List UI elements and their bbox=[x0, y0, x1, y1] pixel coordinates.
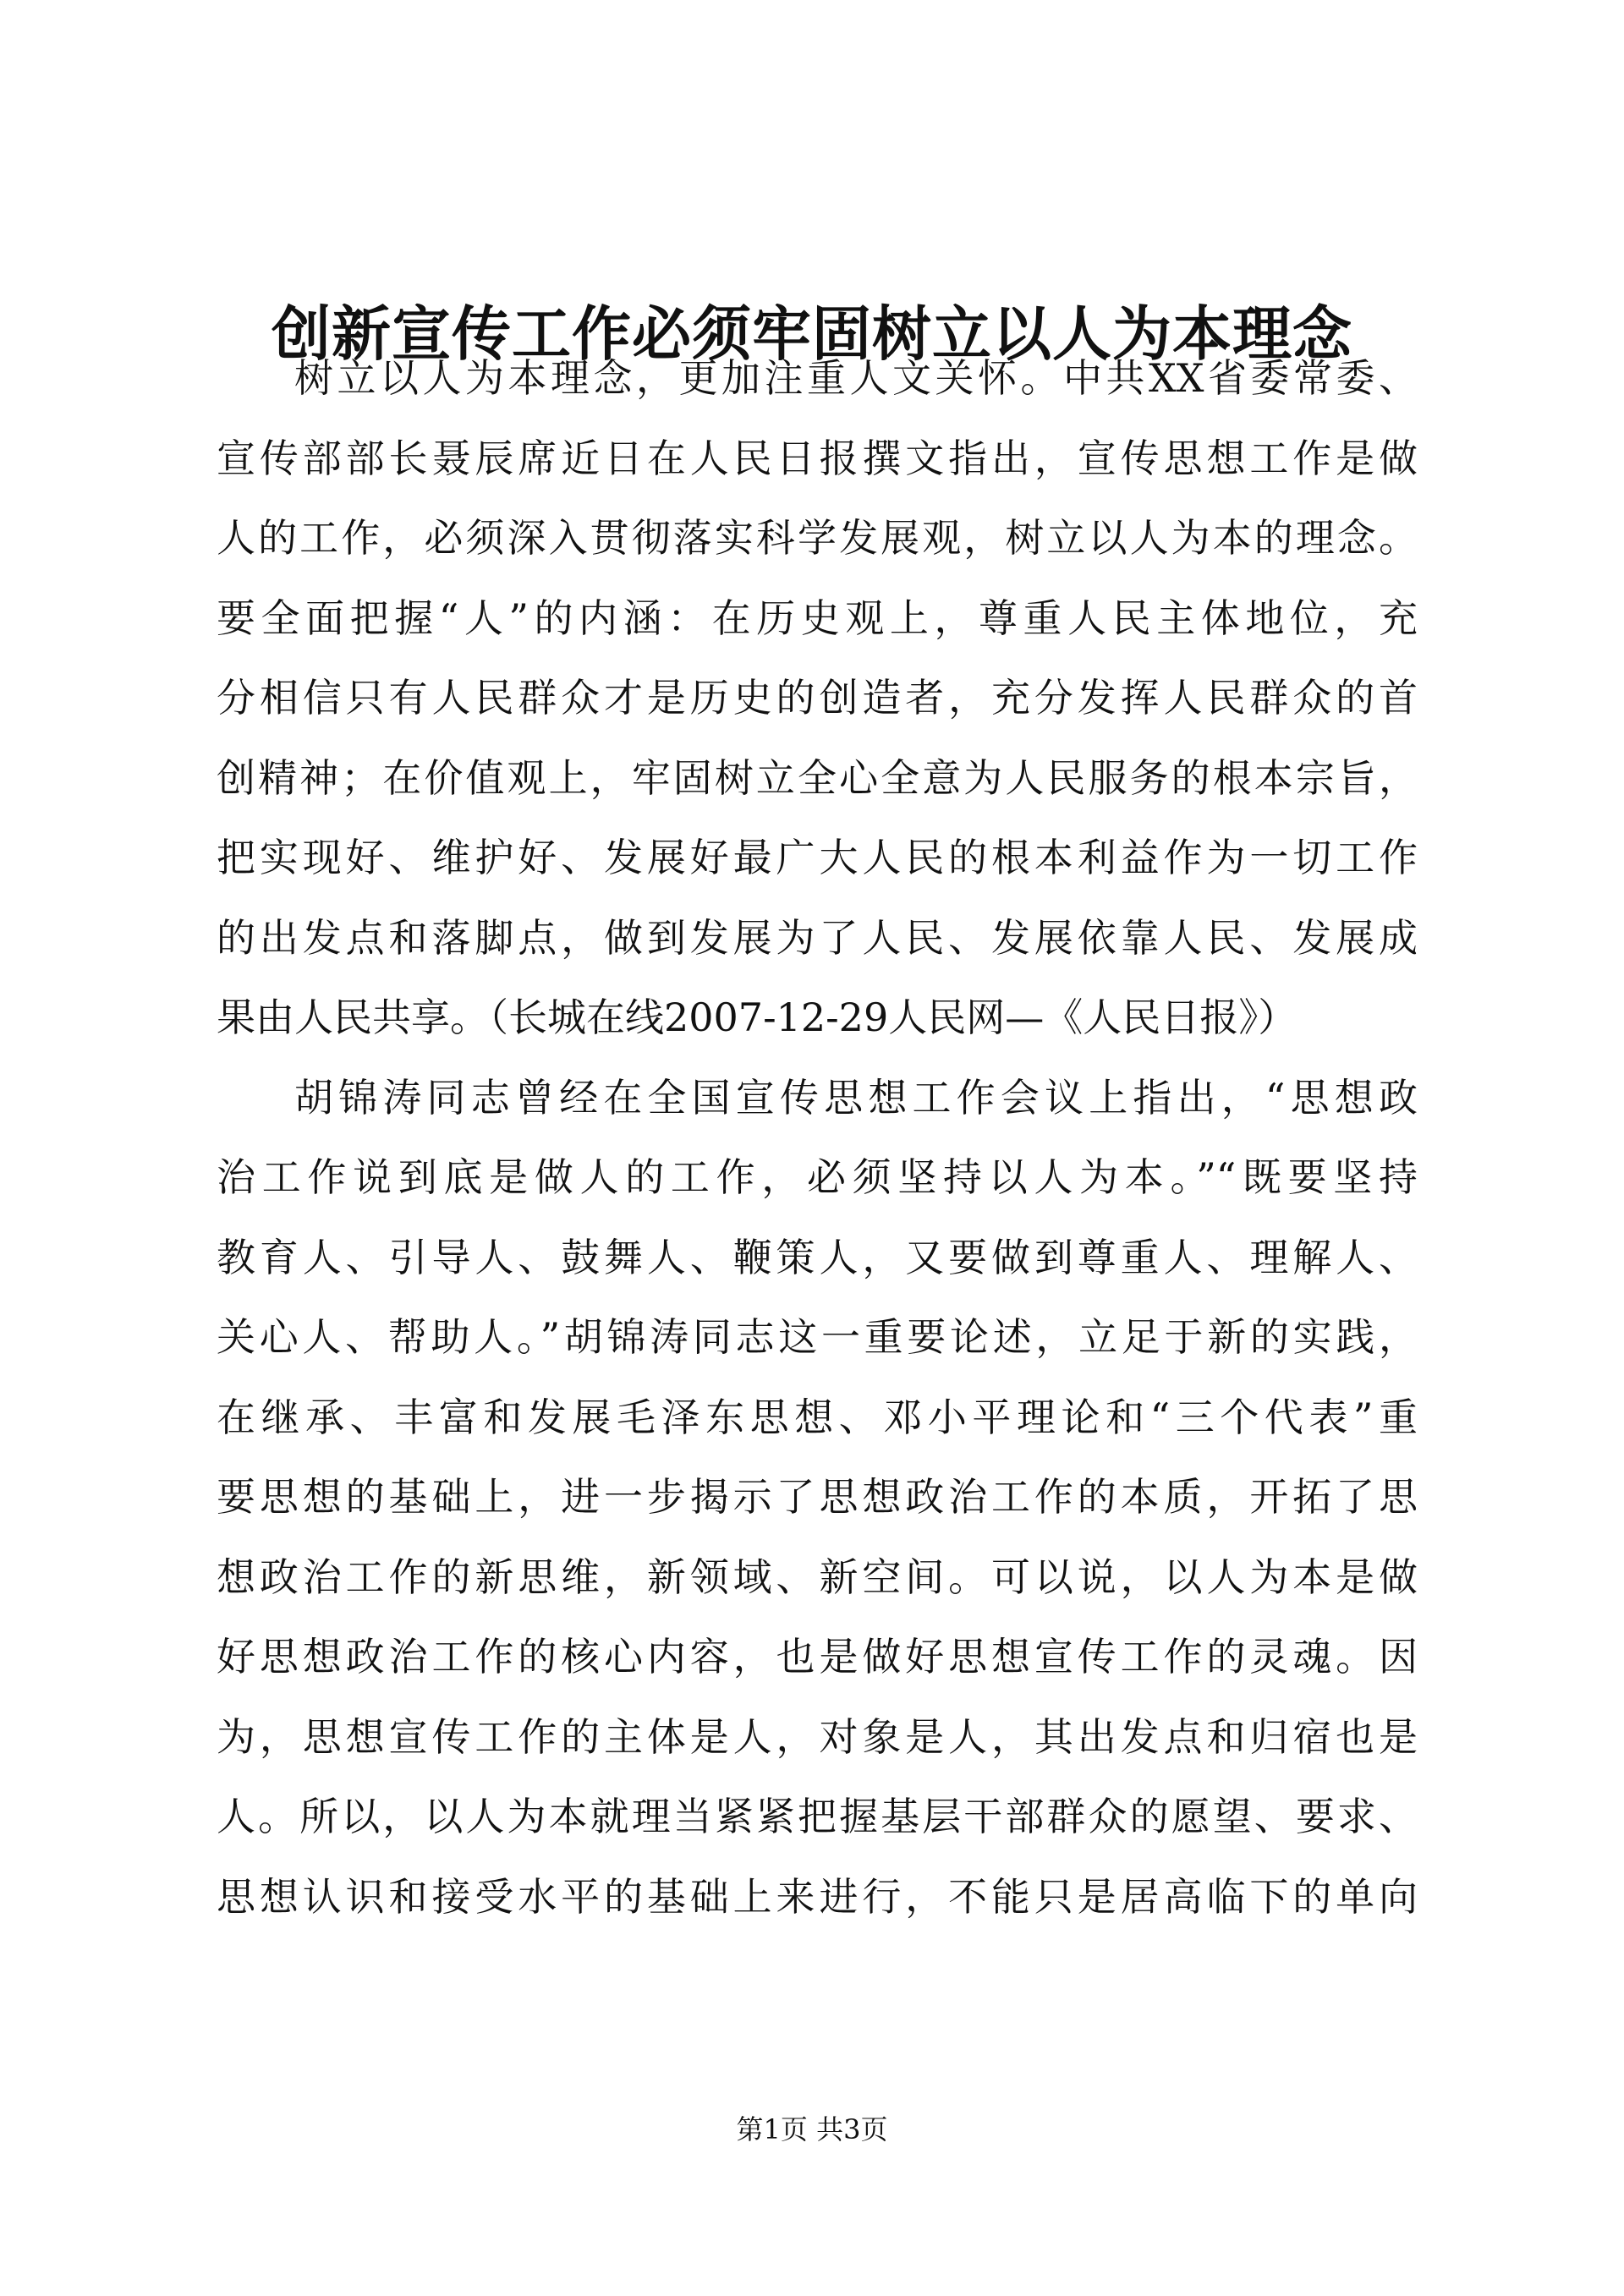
page-number: 第1页 共3页 bbox=[736, 2113, 888, 2145]
text-line: 果由人民共享。（长城在线2007-12-29人民网—《人民日报》） bbox=[217, 995, 1298, 1040]
text-line: 治工作说到底是做人的工作，必须坚持以人为本。”“既要坚持 bbox=[217, 1154, 1418, 1200]
text-line: 的出发点和落脚点，做到发展为了人民、发展依靠人民、发展成 bbox=[217, 914, 1418, 961]
paragraph-2 bbox=[217, 1058, 1418, 1937]
text-line: 为，思想宣传工作的主体是人，对象是人，其出发点和归宿也是 bbox=[217, 1713, 1418, 1760]
text-line: 树立以人为本理念，更加注重人文关怀。中共XX省委常委、 bbox=[294, 355, 1418, 401]
text-line: 要思想的基础上，进一步揭示了思想政治工作的本质，开拓了思 bbox=[217, 1474, 1418, 1520]
text-line: 人。所以，以人为本就理当紧紧把握基层干部群众的愿望、要求、 bbox=[217, 1794, 1418, 1839]
text-line: 要全面把握“人”的内涵：在历史观上，尊重人民主体地位，充 bbox=[217, 595, 1418, 641]
text-line: 关心人、帮助人。”胡锦涛同志这一重要论述，立足于新的实践， bbox=[217, 1314, 1418, 1360]
text-line: 把实现好、维护好、发展好最广大人民的根本利益作为一切工作 bbox=[217, 835, 1418, 880]
text-line: 好思想政治工作的核心内容，也是做好思想宣传工作的灵魂。因 bbox=[217, 1634, 1418, 1680]
text-line: 想政治工作的新思维，新领域、新空间。可以说，以人为本是做 bbox=[217, 1553, 1418, 1600]
text-line: 宣传部部长聂辰席近日在人民日报撰文指出，宣传思想工作是做 bbox=[217, 435, 1418, 481]
document-body bbox=[217, 338, 1418, 1937]
paragraph-1 bbox=[217, 338, 1418, 1058]
text-line: 胡锦涛同志曾经在全国宣传思想工作会议上指出，“思想政 bbox=[294, 1074, 1418, 1121]
document-title: 创新宣传工作必须牢固树立以人为本理念 bbox=[272, 299, 1352, 369]
text-line: 思想认识和接受水平的基础上来进行，不能只是居高临下的单向 bbox=[217, 1873, 1418, 1920]
text-line: 创精神；在价值观上，牢固树立全心全意为人民服务的根本宗旨， bbox=[217, 754, 1418, 801]
text-line: 在继承、丰富和发展毛泽东思想、邓小平理论和“三个代表”重 bbox=[217, 1394, 1418, 1440]
text-line: 人的工作，必须深入贯彻落实科学发展观，树立以人为本的理念。 bbox=[217, 515, 1418, 561]
text-line: 分相信只有人民群众才是历史的创造者，充分发挥人民群众的首 bbox=[217, 675, 1418, 721]
text-line: 教育人、引导人、鼓舞人、鞭策人，又要做到尊重人、理解人、 bbox=[217, 1234, 1418, 1280]
